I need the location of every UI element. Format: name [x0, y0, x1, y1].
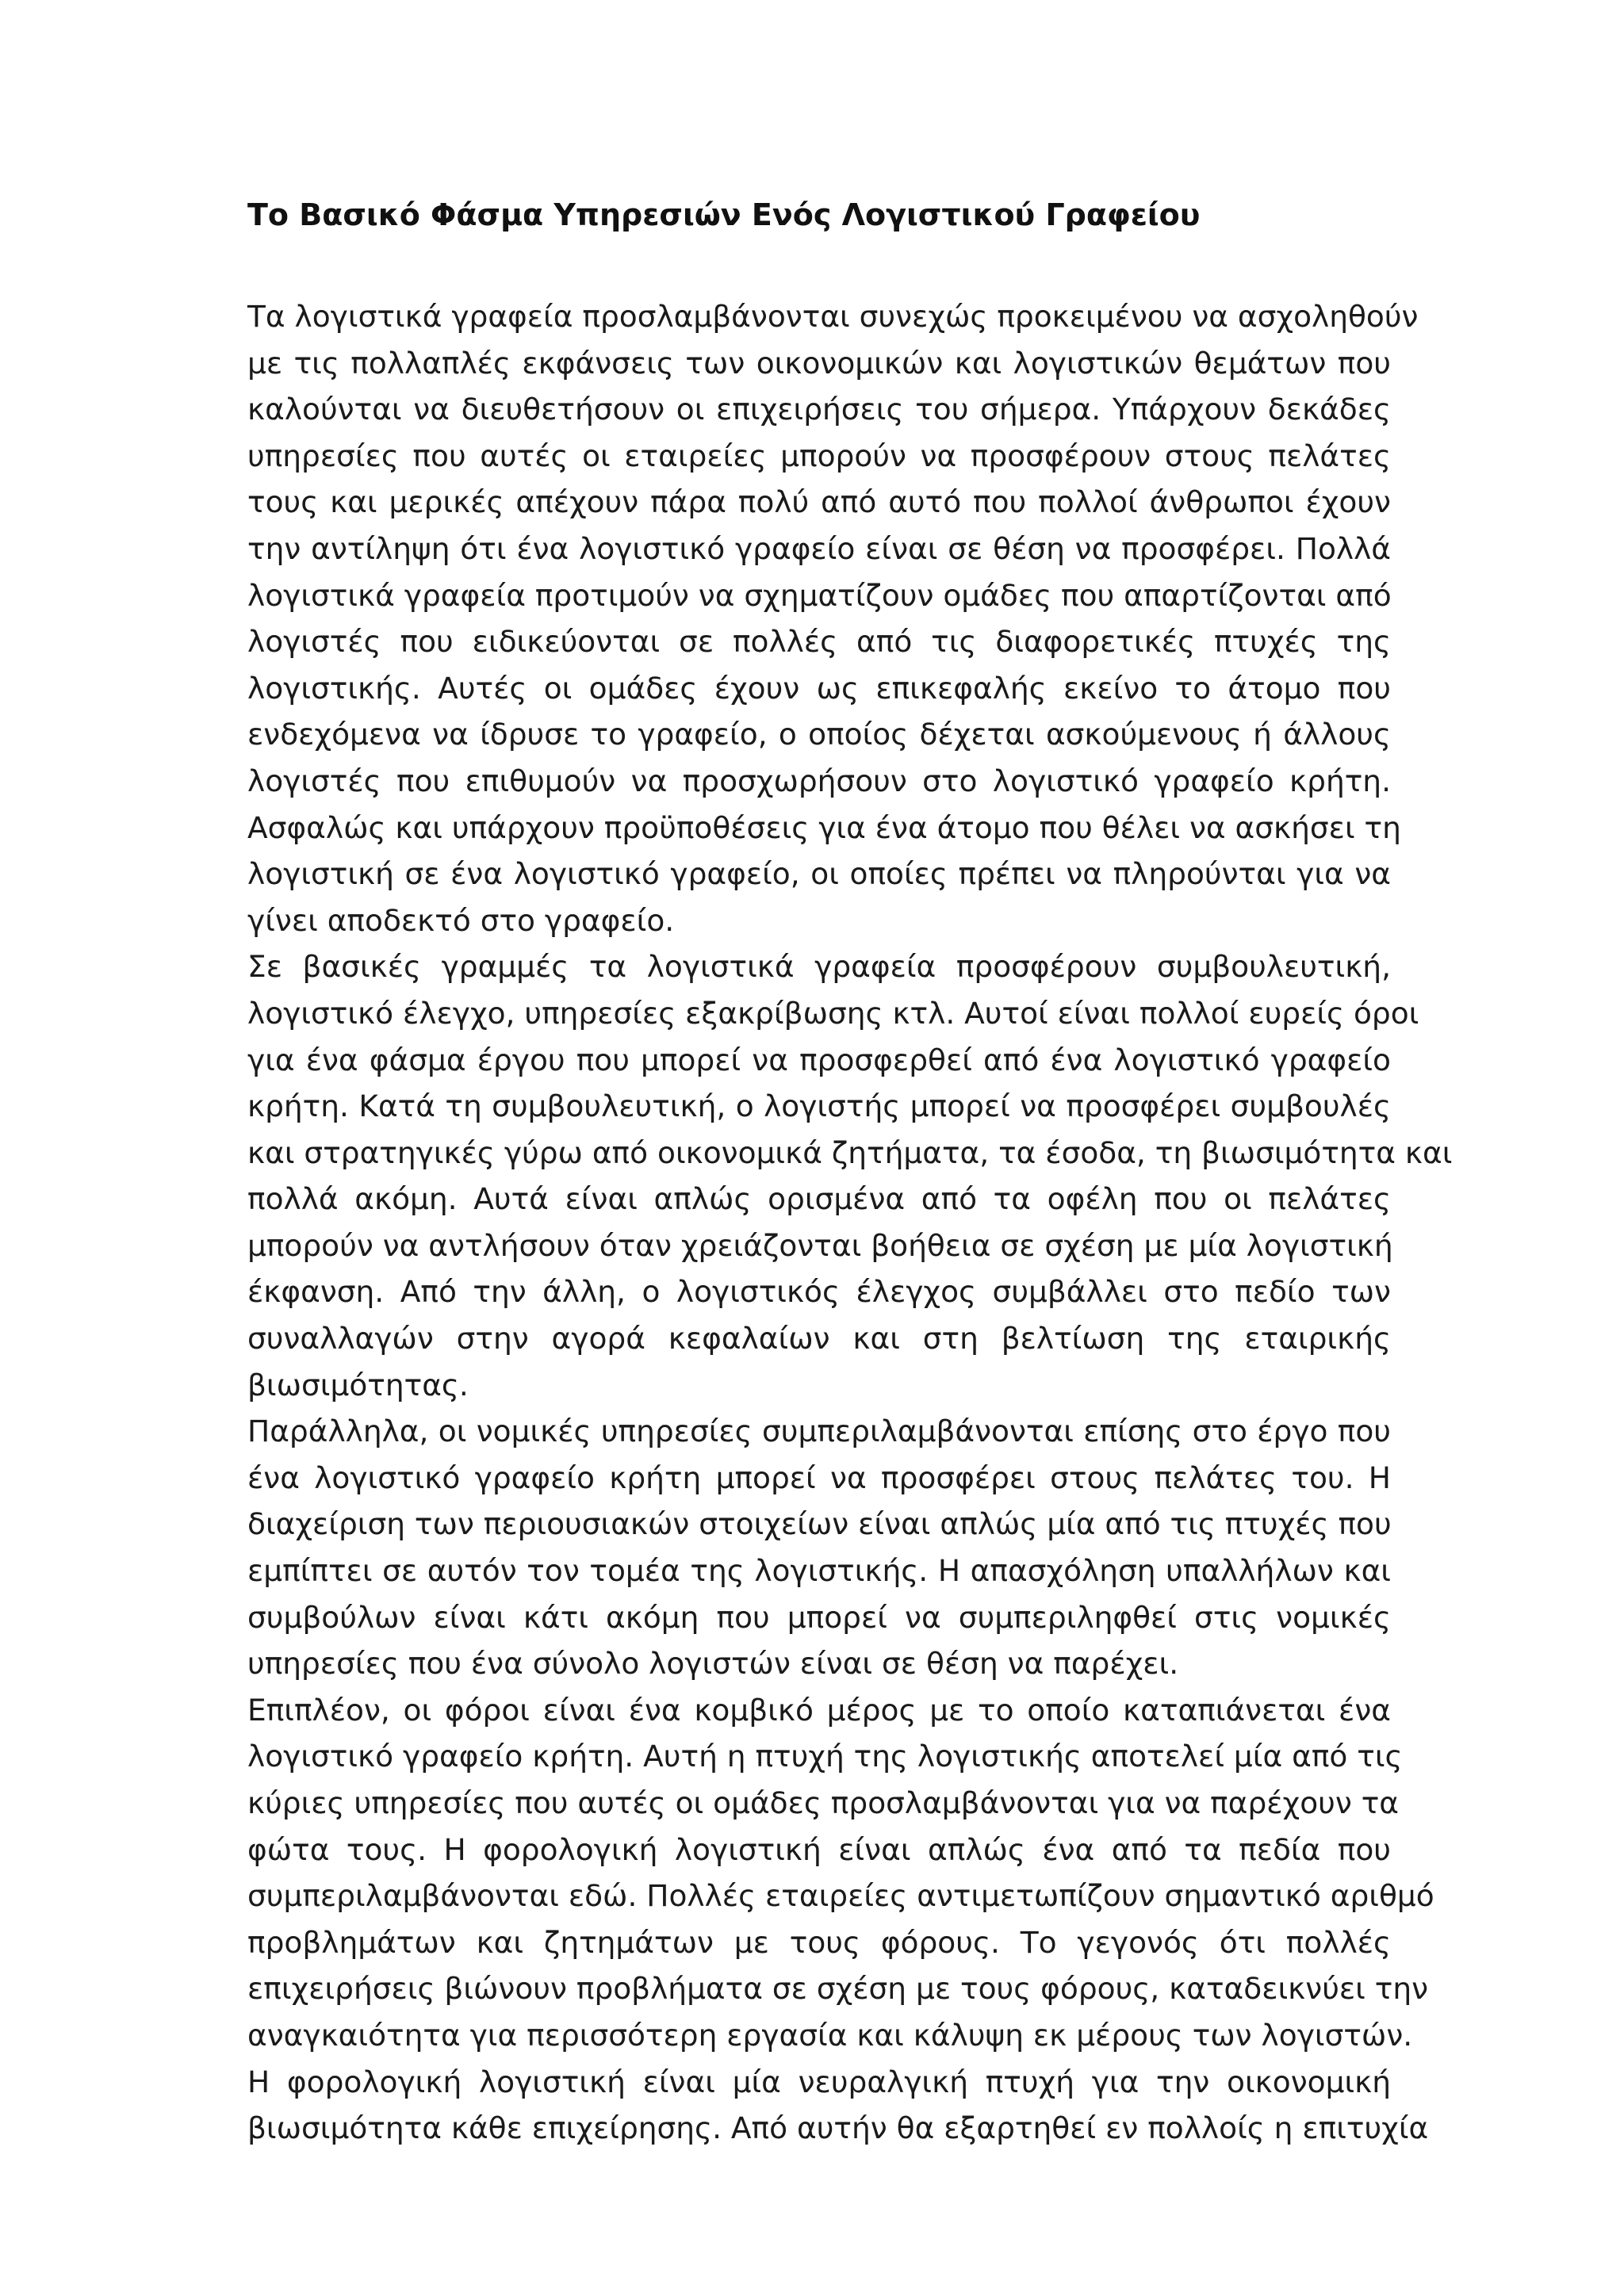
body-line: αναγκαιότητα για περισσότερη εργασία και κάλυψη εκ μέρους των λογιστών.: [247, 2017, 1413, 2053]
body-line: Τα λογιστικά γραφεία προσλαμβάνονται συνεχώς προκειμένου να ασχοληθούν: [247, 299, 1419, 334]
body-line: βιωσιμότητας.: [247, 1367, 469, 1402]
body-line: ένα λογιστικό γραφείο κρήτη μπορεί να προσφέρει στους πελάτες του. Η: [247, 1460, 1391, 1495]
body-line: λογιστική σε ένα λογιστικό γραφείο, οι οποίες πρέπει να πληρούνται για να: [247, 856, 1391, 892]
body-line: συναλλαγών στην αγορά κεφαλαίων και στη βελτίωση της εταιρικής: [247, 1321, 1391, 1357]
body-line: συμβούλων είναι κάτι ακόμη που μπορεί να συμπεριληφθεί στις νομικές: [247, 1599, 1391, 1635]
body-line: κύριες υπηρεσίες που αυτές οι ομάδες προσλαμβάνονται για να παρέχουν τα: [247, 1785, 1400, 1820]
body-line: λογιστές που ειδικεύονται σε πολλές από τις διαφορετικές πτυχές της: [247, 624, 1391, 660]
body-line: τους και μερικές απέχουν πάρα πολύ από αυτό που πολλοί άνθρωποι έχουν: [247, 484, 1391, 520]
body-line: προβλημάτων και ζητημάτων με τους φόρους. Το γεγονός ότι πολλές: [247, 1924, 1391, 1960]
body-line: διαχείριση των περιουσιακών στοιχείων είναι απλώς μία από τις πτυχές που: [247, 1506, 1392, 1542]
body-line: πολλά ακόμη. Αυτά είναι απλώς ορισμένα από τα οφέλη που οι πελάτες: [247, 1181, 1391, 1217]
document-title: Το Βασικό Φάσμα Υπηρεσιών Ενός Λογιστικού Γραφείου: [247, 197, 1201, 232]
body-line: κρήτη. Κατά τη συμβουλευτική, ο λογιστής μπορεί να προσφέρει συμβουλές: [247, 1089, 1391, 1124]
body-line: Επιπλέον, οι φόροι είναι ένα κομβικό μέρος με το οποίο καταπιάνεται ένα: [247, 1692, 1391, 1728]
body-line: λογιστές που επιθυμούν να προσχωρήσουν στο λογιστικό γραφείο κρήτη.: [247, 763, 1391, 798]
body-line: Σε βασικές γραμμές τα λογιστικά γραφεία προσφέρουν συμβουλευτική,: [247, 949, 1391, 985]
body-line: υπηρεσίες που ένα σύνολο λογιστών είναι σε θέση να παρέχει.: [247, 1646, 1179, 1682]
body-line: μπορούν να αντλήσουν όταν χρειάζονται βοήθεια σε σχέση με μία λογιστική: [247, 1227, 1393, 1263]
body-line: φώτα τους. Η φορολογική λογιστική είναι απλώς ένα από τα πεδία που: [247, 1831, 1391, 1867]
body-line: επιχειρήσεις βιώνουν προβλήματα σε σχέση με τους φόρους, καταδεικνύει την: [247, 1971, 1429, 2007]
body-line: Ασφαλώς και υπάρχουν προϋποθέσεις για ένα άτομο που θέλει να ασκήσει τη: [247, 809, 1401, 845]
body-line: λογιστικά γραφεία προτιμούν να σχηματίζουν ομάδες που απαρτίζονται από: [247, 577, 1392, 613]
body-line: την αντίληψη ότι ένα λογιστικό γραφείο είναι σε θέση να προσφέρει. Πολλά: [247, 530, 1391, 566]
body-line: ενδεχόμενα να ίδρυσε το γραφείο, ο οποίος δέχεται ασκούμενους ή άλλους: [247, 717, 1391, 752]
document-body: [247, 293, 1453, 2152]
body-line: Παράλληλα, οι νομικές υπηρεσίες συμπεριλαμβάνονται επίσης στο έργο που: [247, 1414, 1391, 1449]
body-line: με τις πολλαπλές εκφάνσεις των οικονομικών και λογιστικών θεμάτων που: [247, 345, 1391, 381]
body-line: γίνει αποδεκτό στο γραφείο.: [247, 902, 675, 938]
body-line: λογιστικό γραφείο κρήτη. Αυτή η πτυχή της λογιστικής αποτελεί μία από τις: [247, 1739, 1403, 1774]
body-line: υπηρεσίες που αυτές οι εταιρείες μπορούν να προσφέρουν στους πελάτες: [247, 438, 1391, 473]
body-line: λογιστικής. Αυτές οι ομάδες έχουν ως επικεφαλής εκείνο το άτομο που: [247, 670, 1391, 706]
body-line: για ένα φάσμα έργου που μπορεί να προσφερθεί από ένα λογιστικό γραφείο: [247, 1042, 1391, 1077]
body-line: καλούνται να διευθετήσουν οι επιχειρήσεις του σήμερα. Υπάρχουν δεκάδες: [247, 392, 1391, 427]
body-line: λογιστικό έλεγχο, υπηρεσίες εξακρίβωσης κτλ. Αυτοί είναι πολλοί ευρείς όροι: [247, 995, 1419, 1031]
body-line: έκφανση. Από την άλλη, ο λογιστικός έλεγχος συμβάλλει στο πεδίο των: [247, 1274, 1391, 1310]
body-line: και στρατηγικές γύρω από οικονομικά ζητήματα, τα έσοδα, τη βιωσιμότητα και: [247, 1135, 1453, 1170]
body-line: εμπίπτει σε αυτόν τον τομέα της λογιστικής. Η απασχόληση υπαλλήλων και: [247, 1553, 1391, 1589]
body-line: Η φορολογική λογιστική είναι μία νευραλγική πτυχή για την οικονομική: [247, 2064, 1391, 2099]
body-line: συμπεριλαμβάνονται εδώ. Πολλές εταιρείες αντιμετωπίζουν σημαντικό αριθμό: [247, 1878, 1434, 1914]
body-line: βιωσιμότητα κάθε επιχείρησης. Από αυτήν θα εξαρτηθεί εν πολλοίς η επιτυχία: [247, 2110, 1429, 2146]
